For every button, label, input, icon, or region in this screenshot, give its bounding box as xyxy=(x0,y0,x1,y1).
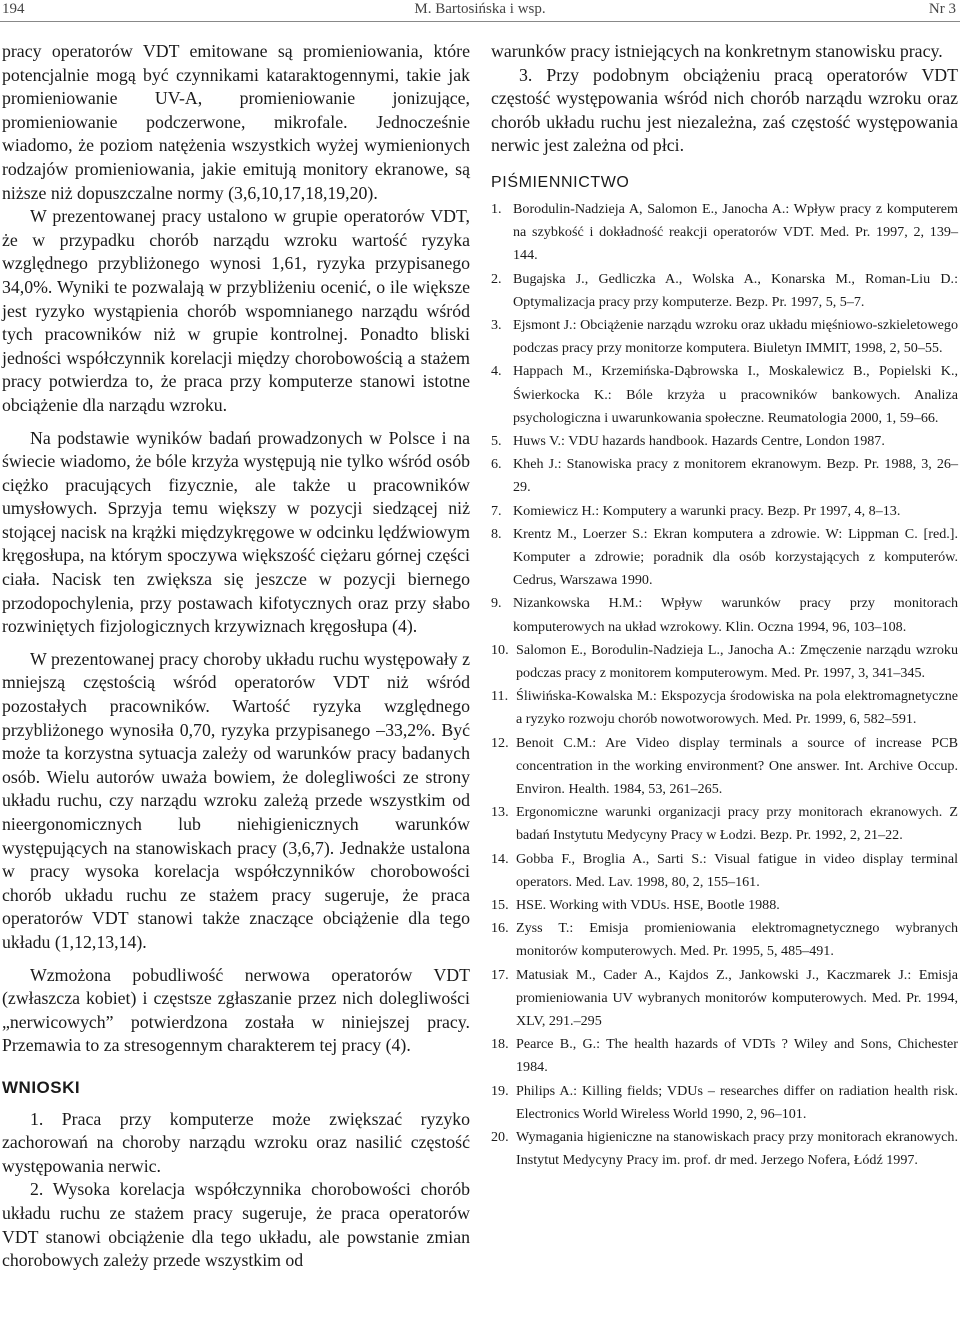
reference-item xyxy=(491,268,958,314)
reference-number: 16. xyxy=(491,920,509,937)
reference-item xyxy=(491,1080,958,1126)
right-column xyxy=(491,40,958,1173)
reference-item xyxy=(491,917,958,963)
reference-item xyxy=(491,801,958,847)
reference-text: Gobba F., Broglia A., Sarti S.: Visual fatigue in video display terminal operators. Med. Lav. 1998, 80, 2, 155–161. xyxy=(516,850,958,890)
reference-text: Borodulin-Nadzieja A, Salomon E., Janocha A.: Wpływ pracy z komputerem na szybkość i dokładność reakcji operatorów VDT. Med. Pr. 1997, 2, 139–144. xyxy=(513,200,958,264)
reference-item xyxy=(491,894,958,917)
body-paragraph: Wzmożona pobudliwość nerwowa operatorów VDT (zwłaszcza kobiet) i częstsze zgłaszanie przez nich dolegliwości „nerwicowych” potwierdzona została w niniejszej pracy. Przemawia to za stresogennym charakterem tej pracy (4). xyxy=(2,964,470,1056)
reference-item xyxy=(491,1126,958,1172)
conclusion-item: 2. Wysoka korelacja współczynnika chorobowości chorób układu ruchu ze stażem pracy sugeruje, że praca operatorów VDT stanowi obciążenie dla tego układu, ale powstanie zmian chorobowych zależy przede wszystkim od xyxy=(2,1179,470,1271)
reference-number: 19. xyxy=(491,1082,509,1099)
running-authors: M. Bartosińska i wsp. xyxy=(414,1,546,17)
reference-text: Zyss T.: Emisja promieniowania elektromagnetycznego wybranych monitorów komputerowych. Med. Pr. 1995, 5, 485–491. xyxy=(516,920,958,960)
reference-number: 8. xyxy=(491,525,502,542)
reference-text: HSE. Working with VDUs. HSE, Bootle 1988. xyxy=(516,897,780,914)
reference-number: 18. xyxy=(491,1036,509,1053)
reference-item xyxy=(491,430,958,453)
header-rule xyxy=(0,21,960,22)
references-heading: PIŚMIENNICTWO xyxy=(491,173,630,191)
reference-item xyxy=(491,848,958,894)
reference-text: Nizankowska H.M.: Wpływ warunków pracy przy monitorach komputerowych na układ wzrokowy. Klin. Oczna 1994, 96, 103–108. xyxy=(513,595,958,635)
reference-number: 3. xyxy=(491,316,502,333)
reference-item xyxy=(491,523,958,593)
reference-text: Wymagania higieniczne na stanowiskach pracy przy monitorach ekranowych. Instytut Medycyny Pracy im. prof. dr med. Jerzego Nofera, Łódź 1997. xyxy=(516,1129,958,1169)
reference-number: 10. xyxy=(491,641,509,658)
reference-item xyxy=(491,314,958,360)
reference-number: 17. xyxy=(491,966,509,983)
reference-item xyxy=(491,964,958,1034)
reference-number: 9. xyxy=(491,595,502,612)
reference-number: 20. xyxy=(491,1129,509,1146)
references-list xyxy=(491,198,958,1173)
reference-text: Ejsmont J.: Obciążenie narządu wzroku oraz układu mięśniowo-szkieletowego podczas pracy przy monitorze komputera. Biuletyn IMMIT, 1998, 2, 50–55. xyxy=(513,316,958,357)
reference-text: Kheh J.: Stanowiska pracy z monitorem ekranowym. Bezp. Pr. 1988, 3, 26–29. xyxy=(513,456,958,496)
conclusion-continuation: warunków pracy istniejących na konkretnym stanowisku pracy. xyxy=(491,41,943,61)
reference-text: Śliwińska-Kowalska M.: Ekspozycja środowiska na pola elektromagnetyczne a ryzyko rozwoju chorób nowotworowych. Med. Pr. 1999, 6, 582–591. xyxy=(516,688,958,728)
reference-item xyxy=(491,592,958,638)
reference-number: 12. xyxy=(491,734,509,751)
body-paragraph: W prezentowanej pracy choroby układu ruchu występowały z mniejszą częstością wśród operatorów VDT niż wśród pozostałych pracowników. Wartość ryzyka względnego przybliżonego wynosiła 0,70, ryzyka przypisanego –33,2%. Być może ta korzystna sytuacja zależy od warunków pracy badanych osób. Wielu autorów uważa bowiem, że dolegliwości ze strony układu ruchu, czy narządu wzroku zależą przede wszystkim od nieergonomicznych lub niehigienicznych warunków występujących na stanowiskach pracy (3,6,7). Jednakże ustalona w pracy wysoka korelacja współczynników chorobowości chorób układu ruchu ze stażem pracy sugeruje, że praca operatorów VDT stanowi także znaczące obciążenie dla tego układu (1,12,13,14). xyxy=(2,648,470,952)
reference-item xyxy=(491,198,958,268)
reference-number: 11. xyxy=(491,688,509,705)
reference-number: 6. xyxy=(491,456,502,473)
reference-text: Huws V.: VDU hazards handbook. Hazards Centre, London 1987. xyxy=(513,433,885,449)
reference-number: 5. xyxy=(491,433,502,449)
reference-text: Benoit C.M.: Are Video display terminals a source of increase PCB concentration in the working environment? One answer. Int. Archive Occup. Environ. Health. 1984, 53, 261–265. xyxy=(516,734,958,798)
conclusion-item: 1. Praca przy komputerze może zwiększać ryzyko zachorowań na choroby narządu wzroku oraz nasilić częstość występowania nerwic. xyxy=(2,1108,470,1176)
page-number: 194 xyxy=(2,1,25,17)
issue-number: Nr 3 xyxy=(928,1,956,17)
reference-number: 1. xyxy=(491,200,502,217)
reference-item xyxy=(491,360,958,430)
reference-item xyxy=(491,732,958,802)
body-paragraph: pracy operatorów VDT emitowane są promieniowania, które potencjalnie mogą być czynnikami kataraktogennymi, takie jak promieniowanie UV-A, promieniowanie jonizujące, promieniowanie podczerwone, mikrofale. Jednocześnie wiadomo, że poziom natężenia wszystkich wyżej wymienionych rodzajów promieniowania, jakie emitują monitory ekranowe, są niższe niż dopuszczalne normy (3,6,10,17,18,19,20). xyxy=(2,41,470,203)
body-paragraph: W prezentowanej pracy ustalono w grupie operatorów VDT, że w przypadku chorób narządu wzroku wartość ryzyka względnego przybliżonego wynosi 1,61, ryzyka przypisanego 34,0%. Wyniki te pozwalają w przybliżeniu ocenić, o ile większe jest ryzyko wystąpienia chorób wspomnianego narządu wśród tych pracowników niż w grupie kontrolnej. Ponadto bliski jedności współczynnik korelacji między chorobowością a stażem pracy potwierdza to, że praca przy komputerze stanowi istotne obciążenie dla narządu wzroku. xyxy=(2,206,470,415)
body-paragraph: Na podstawie wyników badań prowadzonych w Polsce i na świecie wiadomo, że bóle krzyża występują nie tylko wśród osób ciężko pracujących fizycznie, ale także u pracowników umysłowych. Sprzyja temu większy w pozycji siedzącej niż stojącej nacisk na krążki międzykręgowe w odcinku lędźwiowym kręgosłupa, na którym spoczywa większość ciężaru górnej części ciała. Nacisk ten zwiększa się jeszcze w pozycji biernego przodopochylenia, przy postawach kifotycznych oraz przy słabo rozwiniętych fizjologicznych krzywiznach kręgosłupa (4). xyxy=(2,427,470,637)
running-header xyxy=(0,0,960,22)
reference-text: Pearce B., G.: The health hazards of VDTs ? Wiley and Sons, Chichester 1984. xyxy=(516,1036,958,1076)
reference-text: Ergonomiczne warunki organizacji pracy przy monitorach ekranowych. Z badań Instytutu Medycyny Pracy w Łodzi. Bezp. Pr. 1992, 2, 21–22. xyxy=(516,804,958,844)
reference-text: Komiewicz H.: Komputery a warunki pracy. Bezp. Pr 1997, 4, 8–13. xyxy=(513,502,901,519)
reference-item xyxy=(491,1033,958,1079)
reference-text: Salomon E., Borodulin-Nadzieja L., Janocha A.: Zmęczenie narządu wzroku podczas pracy z monitorem komputerowym. Med. Pr. 1997, 3, 341–345. xyxy=(516,641,958,682)
reference-number: 4. xyxy=(491,363,502,380)
reference-text: Bugajska J., Gedliczka A., Wolska A., Konarska M., Roman-Liu D.: Optymalizacja pracy przy komputerze. Bezp. Pr. 1997, 5, 5–7. xyxy=(513,270,958,310)
conclusion-item: 3. Przy podobnym obciążeniu pracą operatorów VDT częstość występowania wśród nich chorób narządu wzroku oraz chorób układu ruchu jest niezależna, zaś częstość występowania nerwic jest zależna od płci. xyxy=(491,64,958,156)
reference-number: 2. xyxy=(491,270,502,287)
reference-text: Happach M., Krzemińska-Dąbrowska I., Moskalewicz B., Popielski K., Świerkocka K.: Bóle krzyża u pracowników bankowych. Analiza psychologiczna i uwarunkowania społeczne. Reumatologia 2000, 1, 59–66. xyxy=(513,363,958,426)
conclusions-heading: WNIOSKI xyxy=(2,1077,81,1097)
reference-text: Krentz M., Loerzer S.: Ekran komputera a zdrowie. W: Lippman C. [red.]. Komputer a zdrowie; poradnik dla osób korzystających z komputerów. Cedrus, Warszawa 1990. xyxy=(513,525,958,589)
reference-text: Philips A.: Killing fields; VDUs – researches differ on radiation health risk. Electronics World Wireless World 1990, 2, 96–101. xyxy=(516,1082,958,1122)
reference-item xyxy=(491,453,958,499)
reference-number: 14. xyxy=(491,850,509,867)
reference-number: 13. xyxy=(491,804,509,821)
reference-item xyxy=(491,639,958,685)
reference-item xyxy=(491,500,958,523)
reference-number: 15. xyxy=(491,897,509,914)
reference-item xyxy=(491,685,958,731)
left-column xyxy=(2,40,470,1273)
reference-text: Matusiak M., Cader A., Kajdos Z., Jankowski J., Kaczmarek J.: Emisja promieniowania UV wybranych monitorów komputerowych. Med. Pr. 1994, XLV, 291.–295 xyxy=(516,966,958,1030)
reference-number: 7. xyxy=(491,502,502,519)
